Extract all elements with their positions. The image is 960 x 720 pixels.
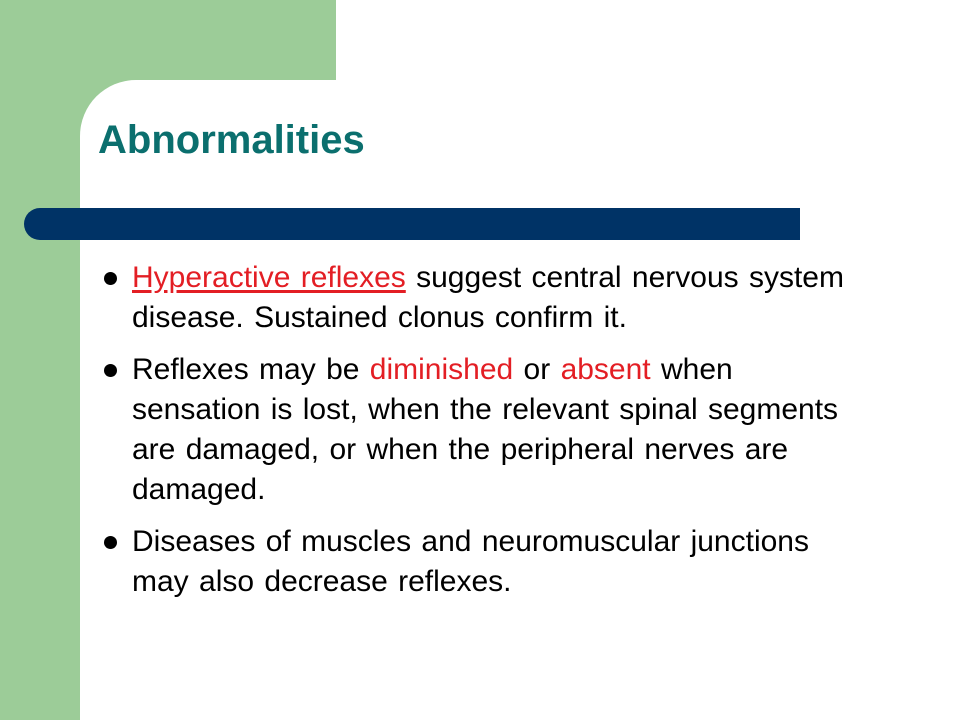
bullet-dot-icon (104, 272, 117, 285)
bullet-dot-icon (104, 536, 117, 549)
bullet-item-muscle-diseases (100, 522, 860, 602)
bullet-text: Diseases of muscles and neuromuscular junctions may also decrease reflexes. (132, 525, 809, 598)
bullet-dot-icon (104, 364, 117, 377)
bullet-text: or (513, 353, 561, 386)
bullet-text: Reflexes may be (132, 353, 370, 386)
hyperactive-reflexes-link[interactable]: Hyperactive reflexes (132, 261, 406, 294)
bullet-item-hyperactive-reflexes (100, 258, 860, 338)
highlight-absent: absent (560, 353, 651, 386)
highlight-diminished: diminished (369, 353, 514, 386)
slide-title: Abnormalities (98, 118, 365, 162)
bullet-list (100, 258, 860, 614)
title-underline-bar (24, 208, 800, 240)
bullet-item-diminished-reflexes (100, 350, 860, 510)
bullet-text: suggest central nervous system disease. Sustained clonus confirm it. (132, 261, 844, 334)
bullet-text: when sensation is lost, when the relevant spinal segments are damaged, or when the peripheral nerves are damaged. (132, 353, 839, 506)
